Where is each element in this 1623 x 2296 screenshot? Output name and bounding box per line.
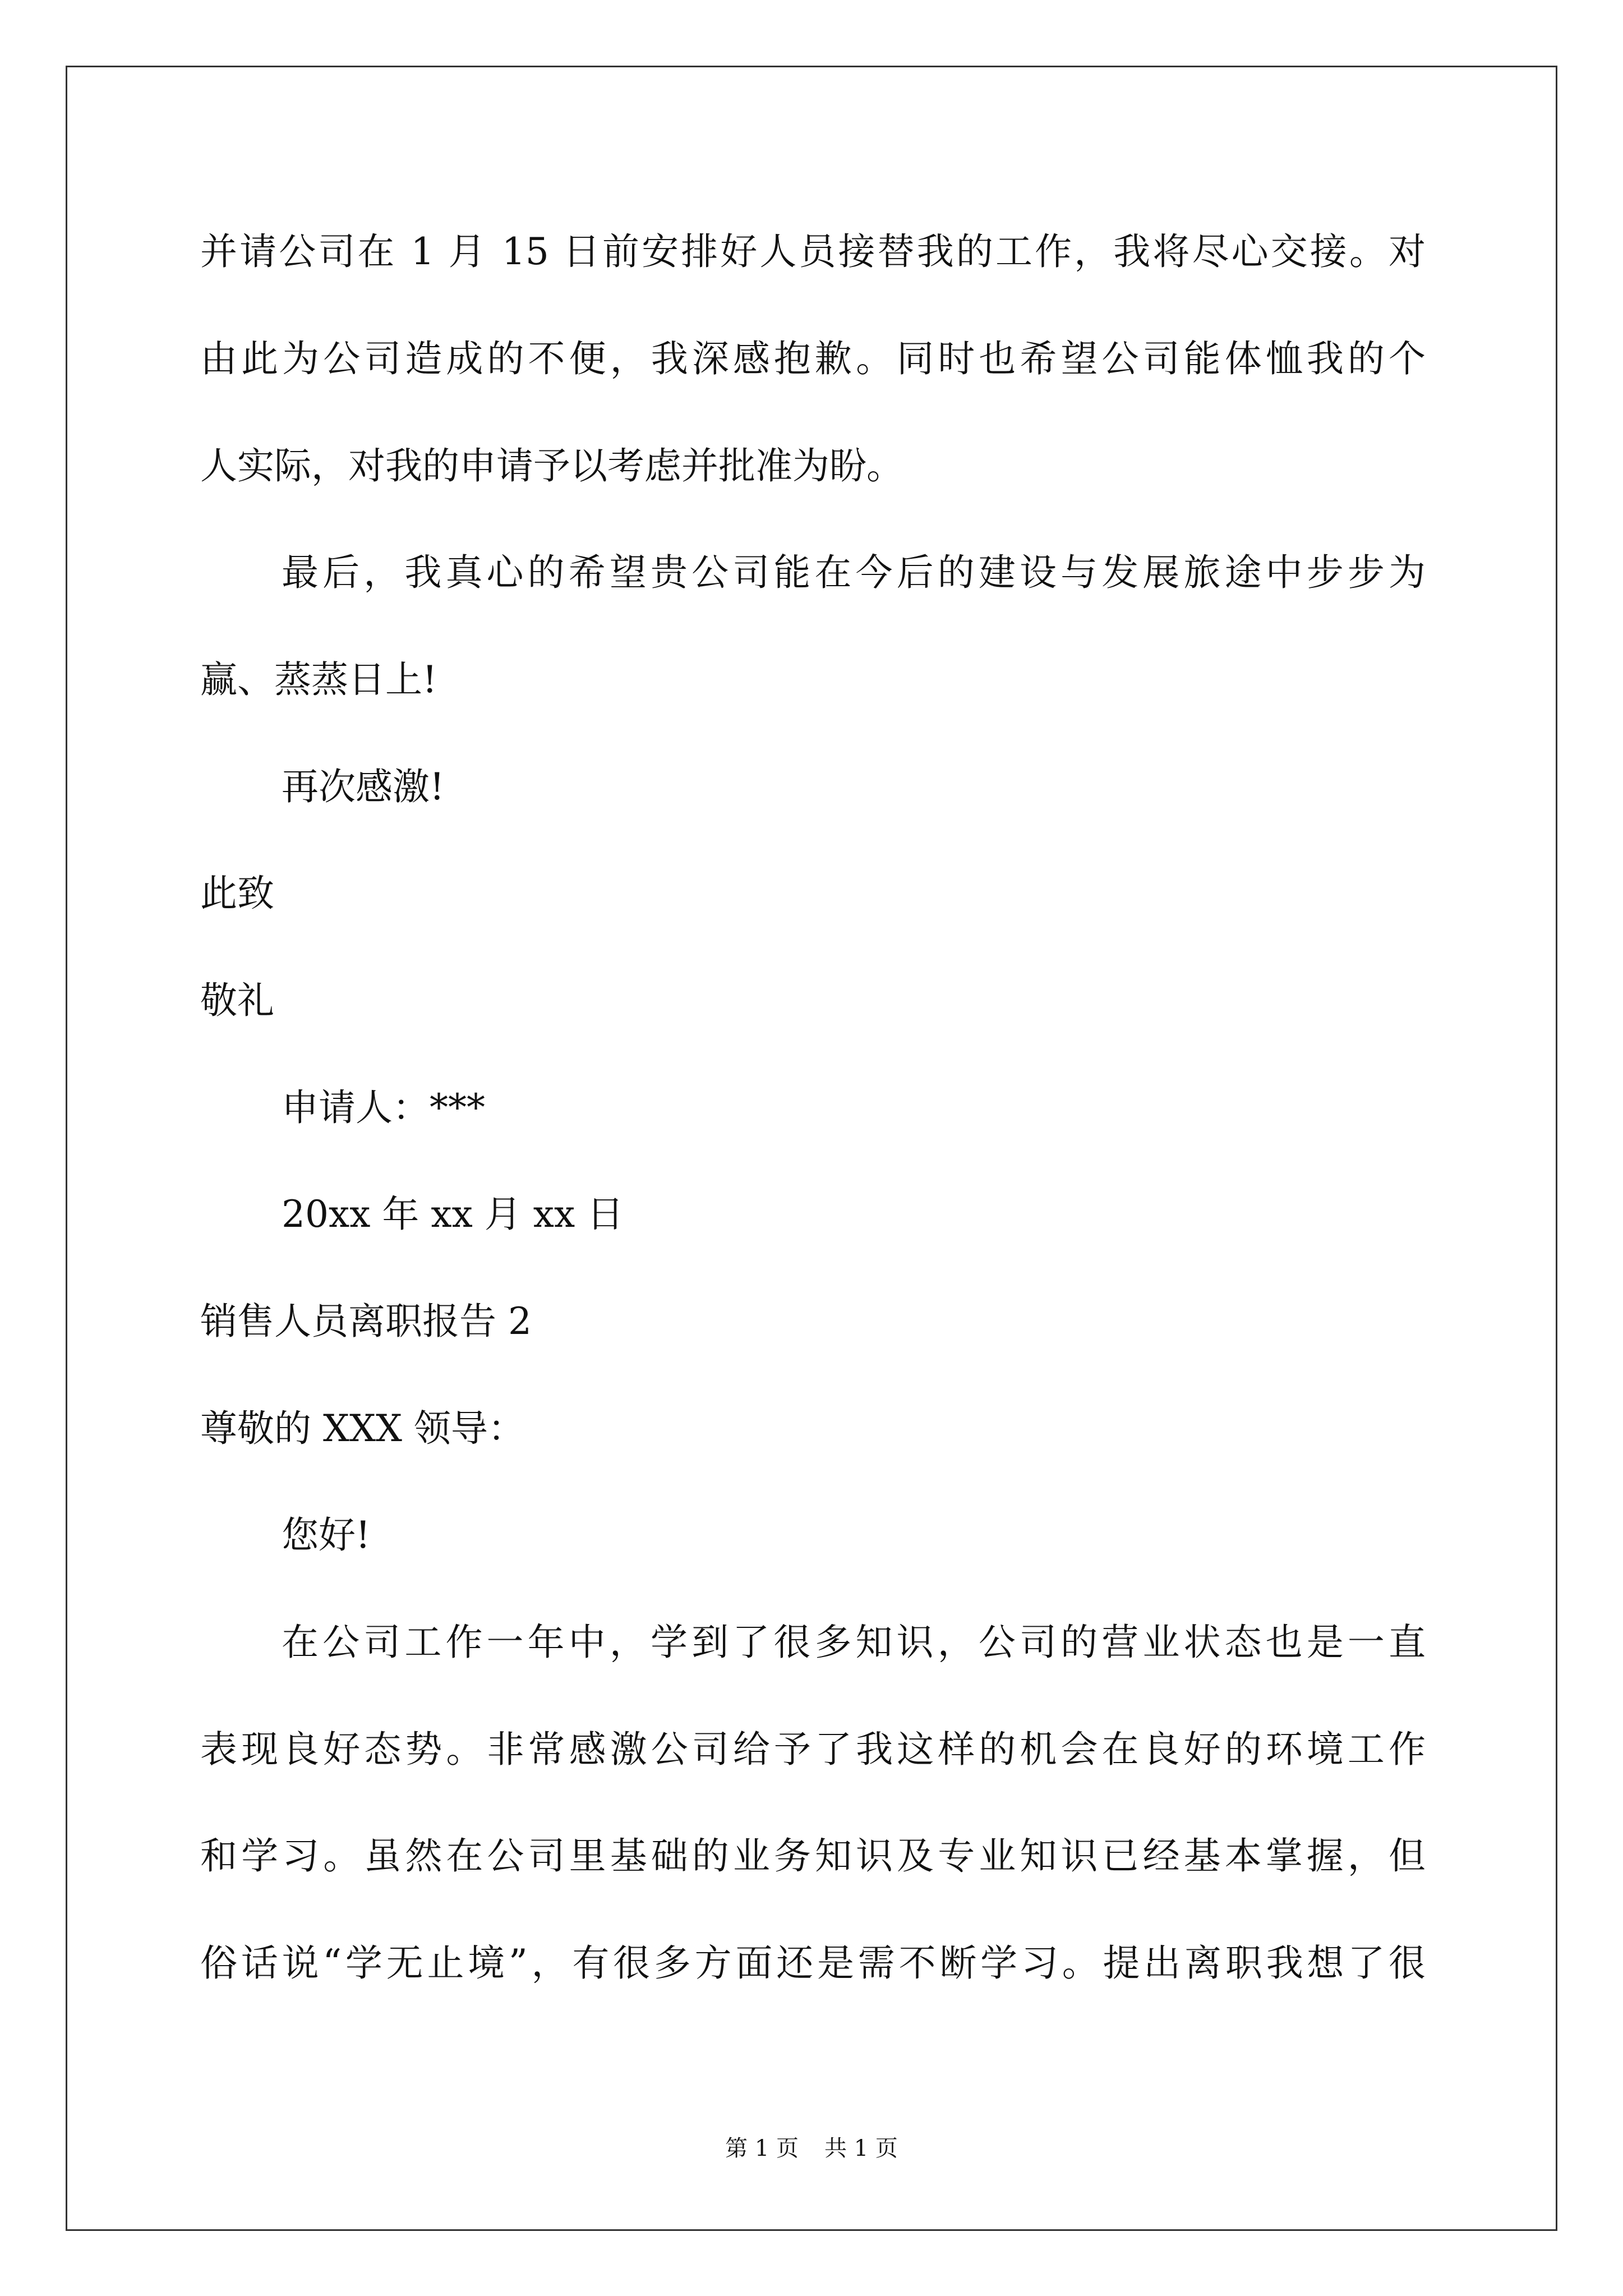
greeting: 您好!: [282, 1513, 371, 1557]
body-line: 再次感激!: [282, 765, 445, 808]
body-line: 赢、蒸蒸日上!: [200, 658, 437, 701]
body-line: 最后，我真心的希望贵公司能在今后的建设与发展旅途中步步为: [282, 551, 1426, 594]
body-line: 在公司工作一年中，学到了很多知识，公司的营业状态也是一直: [282, 1621, 1426, 1664]
page-border: [66, 66, 1557, 2231]
signature-line: 申请人：***: [282, 1086, 485, 1129]
closing-line: 此致: [200, 872, 274, 915]
body-line: 俗话说“学无止境”，有很多方面还是需不断学习。提出离职我想了很: [200, 1941, 1426, 1985]
body-line: 人实际，对我的申请予以考虑并批准为盼。: [200, 444, 903, 487]
body-line: 并请公司在 1 月 15 日前安排好人员接替我的工作，我将尽心交接。对: [200, 230, 1426, 273]
section-title: 销售人员离职报告 2: [200, 1300, 532, 1343]
body-line: 由此为公司造成的不便，我深感抱歉。同时也希望公司能体恤我的个: [200, 337, 1426, 380]
body-line: 和学习。虽然在公司里基础的业务知识及专业知识已经基本掌握，但: [200, 1834, 1426, 1878]
page-total: 共 1 页: [824, 2136, 898, 2161]
page-number: 第 1 页: [725, 2136, 799, 2161]
body-line: 表现良好态势。非常感激公司给予了我这样的机会在良好的环境工作: [200, 1728, 1426, 1771]
salutation: 尊敬的 XXX 领导：: [200, 1407, 525, 1450]
closing-line: 敬礼: [200, 979, 274, 1022]
page-footer: [0, 2137, 1623, 2160]
date-line: 20xx 年 xx 月 xx 日: [282, 1193, 624, 1236]
